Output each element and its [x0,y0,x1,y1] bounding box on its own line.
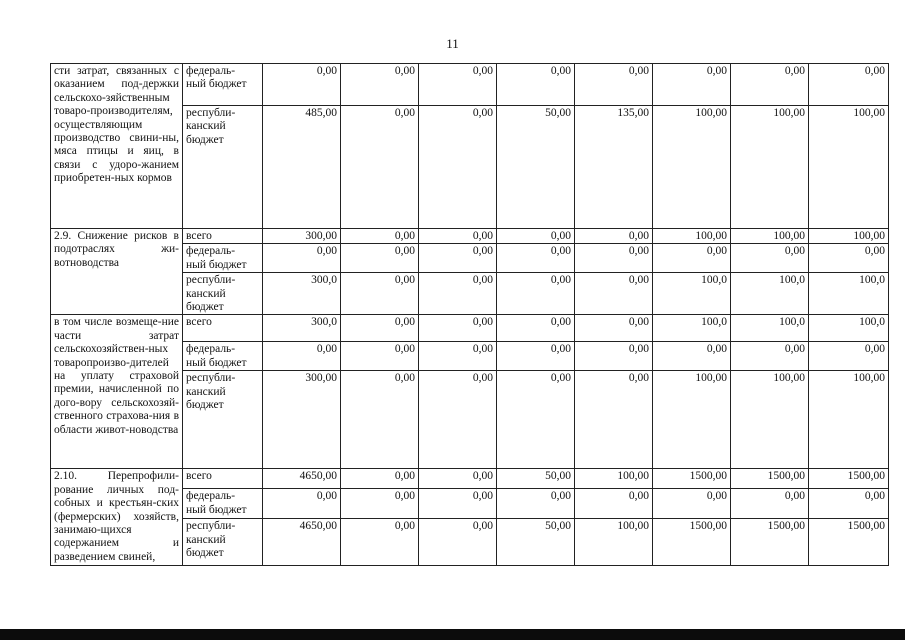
funding-source: всего [183,229,263,244]
amount-cell: 100,00 [653,229,731,244]
amount-cell: 0,00 [497,371,575,469]
funding-source: федераль- ный бюджет [183,244,263,273]
amount-cell: 0,00 [575,342,653,371]
amount-cell: 100,0 [653,273,731,315]
amount-cell: 0,00 [731,489,809,519]
amount-cell: 0,00 [653,64,731,106]
amount-cell: 0,00 [263,342,341,371]
amount-cell: 100,0 [809,315,889,342]
amount-cell: 100,00 [653,371,731,469]
amount-cell: 0,00 [497,315,575,342]
amount-cell: 0,00 [497,489,575,519]
amount-cell: 0,00 [497,64,575,106]
amount-cell: 100,00 [731,229,809,244]
amount-cell: 0,00 [341,342,419,371]
amount-cell: 4650,00 [263,519,341,566]
amount-cell: 0,00 [263,244,341,273]
amount-cell: 0,00 [341,244,419,273]
amount-cell: 300,00 [263,371,341,469]
amount-cell: 50,00 [497,519,575,566]
amount-cell: 0,00 [341,273,419,315]
amount-cell: 0,00 [653,244,731,273]
amount-cell: 0,00 [497,244,575,273]
table-row [51,469,889,489]
measure-description: сти затрат, связанных с оказанием под-держки сельскохо-зяйственным товаро-производителям, осуществляющим производство свини-ны, мяса птицы и яиц, в связи с удоро-жанием приобретен-ных кормов [51,64,183,229]
amount-cell: 300,00 [263,229,341,244]
measure-description: 2.9. Снижение рисков в подотраслях жи-вотноводства [51,229,183,315]
amount-cell: 0,00 [419,371,497,469]
amount-cell: 0,00 [263,489,341,519]
amount-cell: 1500,00 [731,519,809,566]
amount-cell: 485,00 [263,106,341,229]
funding-source: федераль- ный бюджет [183,342,263,371]
amount-cell: 1500,00 [809,519,889,566]
amount-cell: 100,00 [575,519,653,566]
amount-cell: 0,00 [497,342,575,371]
amount-cell: 0,00 [809,64,889,106]
amount-cell: 0,00 [341,489,419,519]
amount-cell: 100,00 [809,229,889,244]
amount-cell: 0,00 [731,64,809,106]
amount-cell: 100,0 [653,315,731,342]
funding-source: республи- канский бюджет [183,106,263,229]
amount-cell: 0,00 [575,244,653,273]
amount-cell: 100,00 [731,106,809,229]
amount-cell: 0,00 [419,273,497,315]
table-row [51,315,889,342]
amount-cell: 0,00 [653,342,731,371]
amount-cell: 0,00 [341,469,419,489]
funding-source: республи- канский бюджет [183,273,263,315]
amount-cell: 1500,00 [653,519,731,566]
funding-source: федераль- ный бюджет [183,64,263,106]
amount-cell: 0,00 [419,315,497,342]
amount-cell: 0,00 [419,64,497,106]
amount-cell: 0,00 [263,64,341,106]
amount-cell: 0,00 [575,273,653,315]
amount-cell: 0,00 [419,519,497,566]
amount-cell: 100,0 [809,273,889,315]
amount-cell: 300,0 [263,315,341,342]
amount-cell: 100,0 [731,315,809,342]
funding-source: федераль- ный бюджет [183,489,263,519]
amount-cell: 1500,00 [731,469,809,489]
amount-cell: 0,00 [341,64,419,106]
amount-cell: 300,0 [263,273,341,315]
funding-source: республи- канский бюджет [183,519,263,566]
amount-cell: 0,00 [809,342,889,371]
amount-cell: 0,00 [575,315,653,342]
amount-cell: 0,00 [341,229,419,244]
amount-cell: 50,00 [497,106,575,229]
amount-cell: 100,00 [731,371,809,469]
table-row [51,229,889,244]
amount-cell: 0,00 [497,273,575,315]
measure-description: в том числе возмеще-ние части затрат сельскохозяйствен-ных товаропроизво-дителей на уплату страховой премии, начисленной по дого-вору сельскохозяй-ственного страхова-ния в области живот-новодства [51,315,183,469]
amount-cell: 0,00 [419,106,497,229]
amount-cell: 100,0 [731,273,809,315]
amount-cell: 100,00 [809,371,889,469]
scan-bottom-edge [0,629,905,640]
page-number: 11 [446,36,459,51]
amount-cell: 0,00 [575,229,653,244]
amount-cell: 0,00 [341,315,419,342]
funding-source: всего [183,469,263,489]
amount-cell: 0,00 [419,342,497,371]
funding-source: республи- канский бюджет [183,371,263,469]
amount-cell: 4650,00 [263,469,341,489]
budget-table [50,63,889,566]
amount-cell: 0,00 [809,489,889,519]
funding-source: всего [183,315,263,342]
amount-cell: 135,00 [575,106,653,229]
amount-cell: 0,00 [731,342,809,371]
amount-cell: 0,00 [731,244,809,273]
amount-cell: 0,00 [575,371,653,469]
amount-cell: 0,00 [341,106,419,229]
amount-cell: 0,00 [809,244,889,273]
amount-cell: 0,00 [497,229,575,244]
measure-description: 2.10. Перепрофили-рование личных под-собных и крестьян-ских (фермерских) хозяйств, занимаю-щихся содержанием и разведением свиней, [51,469,183,566]
amount-cell: 100,00 [809,106,889,229]
amount-cell: 0,00 [341,519,419,566]
amount-cell: 0,00 [653,489,731,519]
amount-cell: 0,00 [419,469,497,489]
amount-cell: 1500,00 [653,469,731,489]
table-row [51,64,889,106]
amount-cell: 1500,00 [809,469,889,489]
amount-cell: 0,00 [341,371,419,469]
amount-cell: 0,00 [419,229,497,244]
amount-cell: 100,00 [653,106,731,229]
amount-cell: 0,00 [419,489,497,519]
amount-cell: 0,00 [419,244,497,273]
amount-cell: 50,00 [497,469,575,489]
amount-cell: 0,00 [575,489,653,519]
amount-cell: 0,00 [575,64,653,106]
amount-cell: 100,00 [575,469,653,489]
